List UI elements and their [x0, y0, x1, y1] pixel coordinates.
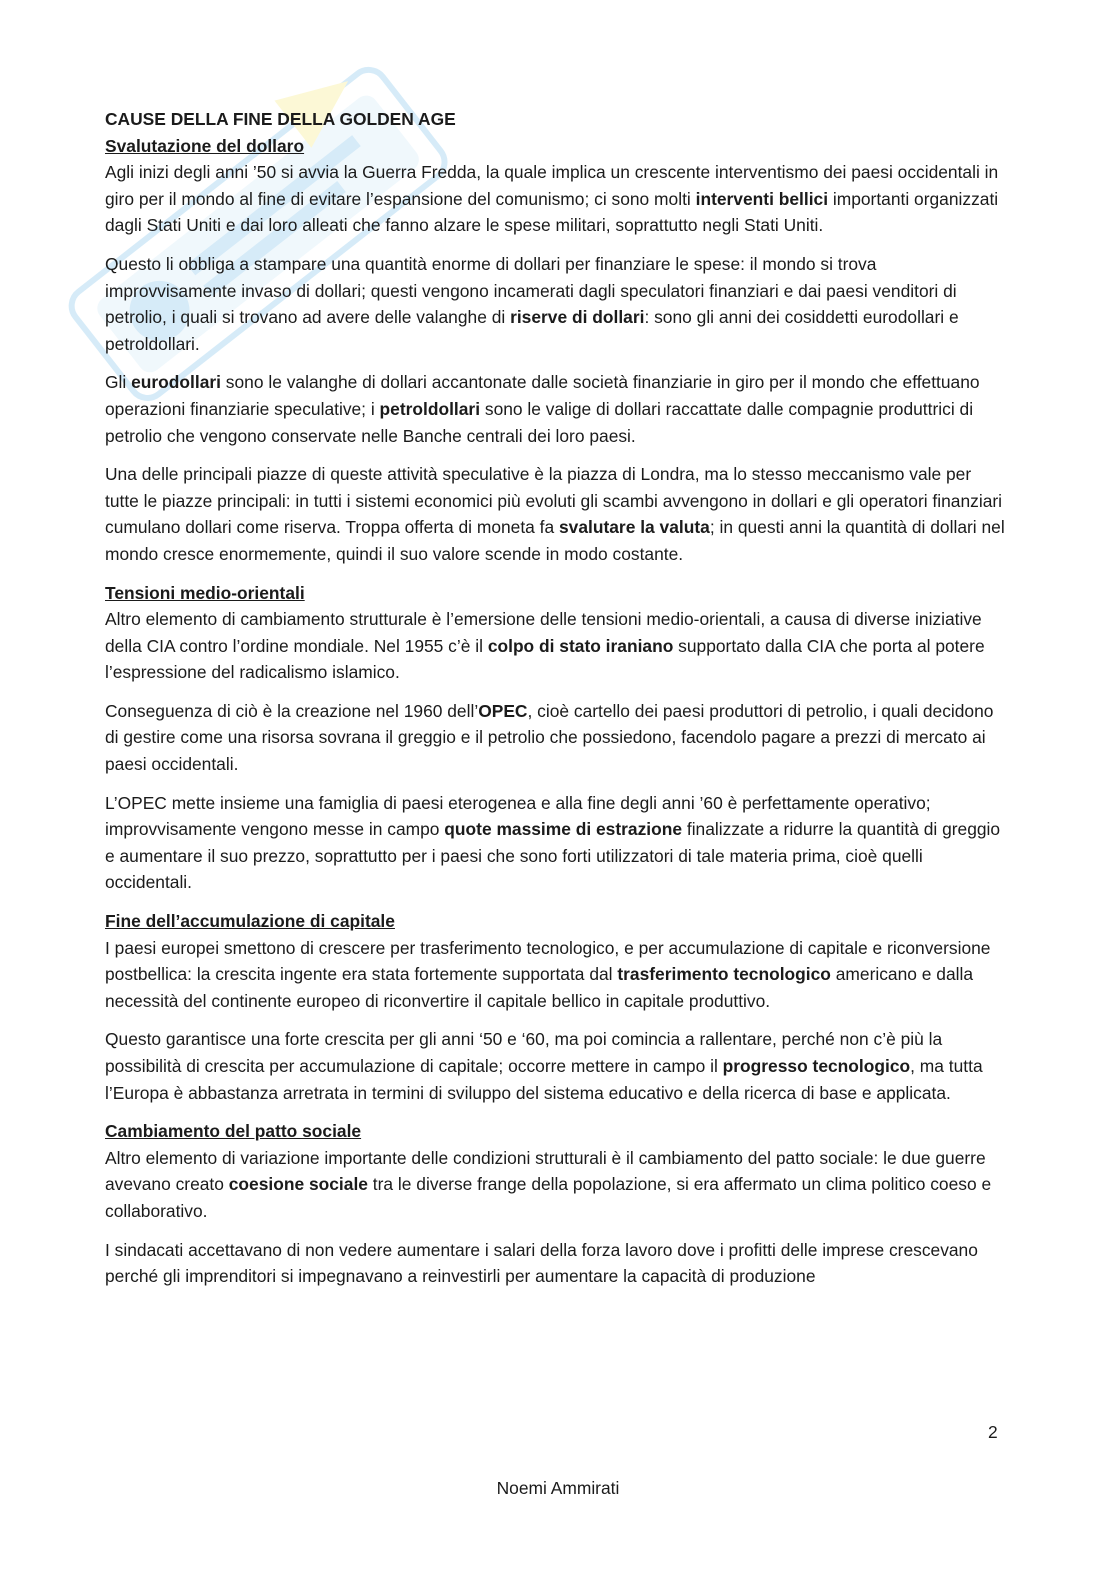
bold-text: eurodollari: [131, 372, 221, 393]
paragraph: [105, 1145, 1005, 1225]
section-heading: Cambiamento del patto sociale: [105, 1121, 362, 1142]
text-run: Conseguenza di ciò è la creazione nel 1960 dell’: [105, 700, 479, 721]
text-run: sono le valanghe di dollari accantonate dalle società finanziarie in giro per il mondo che effettuano operazioni finanziarie speculative; i: [105, 372, 980, 419]
text-run: supportato dalla CIA che porta al potere l’espressione del radicalismo islamico.: [105, 635, 985, 683]
bold-text: riserve di dollari: [510, 307, 645, 328]
bold-text: progresso tecnologico: [722, 1056, 911, 1076]
text-run: : sono gli anni dei cosiddetti eurodollari e petroldollari.: [105, 307, 959, 354]
bold-text: OPEC: [478, 700, 528, 721]
bold-text: svalutare la valuta: [559, 517, 710, 538]
section-heading: Tensioni medio-orientali: [105, 582, 305, 603]
text-run: Gli: [105, 372, 132, 393]
paragraph: [105, 790, 1005, 896]
text-run: Altro elemento di cambiamento strutturale è l’emersione delle tensioni medio-orientali, a causa di diverse iniziative della CIA contro l’ordine mondiale. Nel 1955 c’è il: [105, 609, 982, 656]
text-run: , ma tutta l’Europa è abbastanza arretrata in termini di sviluppo del sistema educativo e della ricerca di base e applicata.: [105, 1056, 983, 1103]
text-run: Agli inizi degli anni ’50 si avvia la Guerra Fredda, la quale implica un crescente interventismo dei paesi occidentali in giro per il mondo al fine di evitare l’espansione del comunismo; ci sono molti: [105, 162, 999, 209]
text-run: ; in questi anni la quantità di dollari nel mondo cresce enormemente, quindi il suo valore scende in modo costante.: [105, 517, 1005, 564]
footer-author: Noemi Ammirati: [496, 1478, 620, 1498]
text-run: Questo li obbliga a stampare una quantità enorme di dollari per finanziare le spese: il mondo si trova improvvisamente invaso di dollari; questi vengono incamerati dagli speculatori finanziari e dai paesi venditori di petrolio, i quali si trovano ad avere delle valanghe di: [105, 253, 957, 328]
document-title: CAUSE DELLA FINE DELLA GOLDEN AGE: [105, 109, 456, 129]
bold-text: interventi bellici: [695, 188, 829, 209]
paragraph: [105, 1026, 1005, 1106]
section: [105, 908, 1005, 1106]
paragraph: [105, 606, 1005, 686]
text-run: L’OPEC mette insieme una famiglia di paesi eterogenea e alla fine degli anni ’60 è perfettamente operativo; improvvisamente vengono messe in campo: [105, 792, 931, 840]
section: [105, 580, 1005, 897]
text-run: I sindacati accettavano di non vedere aumentare i salari della forza lavoro dove i profitti delle imprese crescevano perché gli imprenditori si impegnavano a reinvestirli per aumentare la capacità di produzione: [105, 1239, 978, 1287]
section-heading: Svalutazione del dollaro: [105, 135, 305, 156]
paragraph: [105, 251, 1005, 357]
section-heading: Fine dell’accumulazione di capitale: [105, 911, 395, 932]
text-run: , cioè cartello dei paesi produttori di petrolio, i quali decidono di gestire come una risorsa sovrana il greggio e il petrolio che possiedono, facendolo pagare a prezzi di mercato ai paesi occidentali.: [105, 700, 994, 775]
paragraph: [105, 369, 1005, 449]
text-run: Questo garantisce una forte crescita per gli anni ‘50 e ‘60, ma poi comincia a rallentare, perché non c’è più la possibilità di crescita per accumulazione di capitale; occorre mettere in campo il: [105, 1029, 943, 1076]
text-run: sono le valige di dollari raccattate dalle compagnie produttrici di petrolio che vengono conservate nelle Banche centrali dei loro paesi.: [105, 398, 974, 446]
page-number: 2: [988, 1422, 998, 1442]
paragraph: [105, 1237, 1005, 1290]
bold-text: colpo di stato iraniano: [487, 635, 674, 656]
text-run: I paesi europei smettono di crescere per trasferimento tecnologico, e per accumulazione di capitale e riconversione postbellica: la crescita ingente era stata fortemente supportata dal: [105, 937, 991, 985]
paragraph: [105, 935, 1005, 1015]
text-run: americano e dalla necessità del continente europeo di riconvertire il capitale bellico in capitale produttivo.: [105, 964, 974, 1011]
section: [105, 133, 1005, 568]
bold-text: coesione sociale: [228, 1174, 368, 1195]
document-sections: [105, 133, 1005, 1290]
text-run: importanti organizzati dagli Stati Uniti e dai loro alleati che fanno alzare le spese militari, soprattutto negli Stati Uniti.: [105, 188, 999, 236]
section: [105, 1118, 1005, 1290]
document-body: [105, 106, 1005, 1302]
bold-text: quote massime di estrazione: [444, 819, 683, 840]
text-run: finalizzate a ridurre la quantità di greggio e aumentare il suo prezzo, soprattutto per i paesi che sono forti utilizzatori di tale materia prima, cioè quelli occidentali.: [105, 819, 1001, 893]
bold-text: petroldollari: [379, 398, 481, 419]
paragraph: [105, 698, 1005, 778]
paragraph: [105, 159, 1005, 239]
text-run: Una delle principali piazze di queste attività speculative è la piazza di Londra, ma lo stesso meccanismo vale per tutte le piazze principali: in tutti i sistemi economici più evoluti gli scambi avvengono in dollari e gli operatori finanziari cumulano dollari come riserva. Troppa offerta di moneta fa: [105, 464, 1003, 538]
bold-text: trasferimento tecnologico: [617, 964, 831, 985]
text-run: tra le diverse frange della popolazione, si era affermato un clima politico coeso e collaborativo.: [105, 1174, 992, 1221]
text-run: Altro elemento di variazione importante delle condizioni strutturali è il cambiamento del patto sociale: le due guerre avevano creato: [105, 1147, 986, 1195]
paragraph: [105, 461, 1005, 567]
